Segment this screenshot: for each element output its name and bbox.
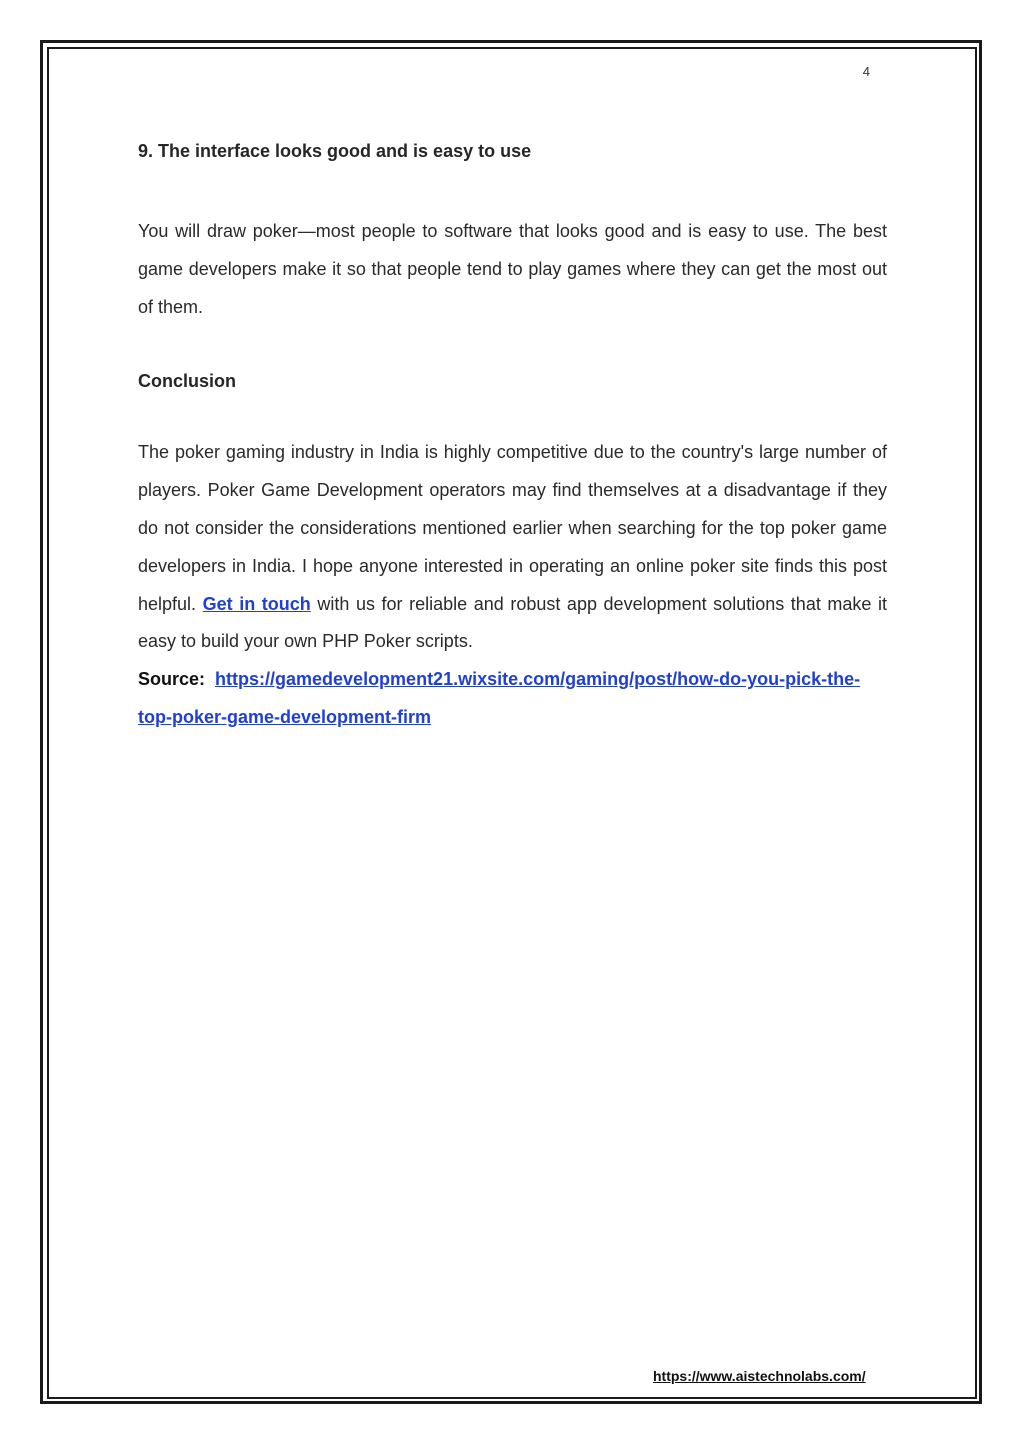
section-9-body: You will draw poker—most people to software that looks good and is easy to use. The best game developers make it so that people tend to play games where they can get the most out of them.: [138, 221, 887, 317]
conclusion-body-text-1: The poker gaming industry in India is highly competitive due to the country's large number of players. Poker Game Development operators may find themselves at a disadvantage if they do not consider the considerations mentioned earlier when searching for the top poker game developers in India. I hope anyone interested in operating an online poker site finds this post helpful.: [138, 442, 887, 614]
footer-website-link[interactable]: https://www.aistechnolabs.com/: [653, 1368, 866, 1384]
page-content: [138, 136, 887, 737]
conclusion-body: [138, 434, 887, 661]
source-line: [138, 661, 887, 737]
source-label: Source:: [138, 669, 206, 690]
get-in-touch-link[interactable]: Get in touch: [202, 593, 311, 614]
page-number: 4: [862, 64, 870, 79]
conclusion-body-text-2: with us for reliable and robust app development solutions that make it easy to build your own PHP Poker scripts.: [138, 593, 887, 652]
section-9-heading: 9. The interface looks good and is easy to use: [138, 141, 532, 161]
source-url-link[interactable]: https://gamedevelopment21.wixsite.com/gaming/post/how-do-you-pick-the-top-poker-game-development-firm: [138, 669, 861, 727]
conclusion-heading: Conclusion: [138, 371, 236, 392]
